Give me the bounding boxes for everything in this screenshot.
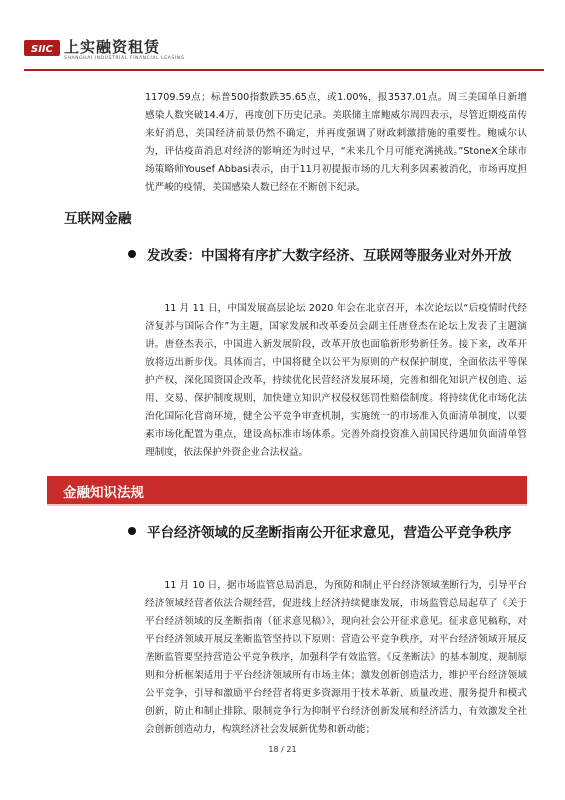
section-banner-label: 金融知识法规 <box>63 485 144 501</box>
news-body-antitrust: 11 月 10 日，据市场监管总局消息，为预防和制止平台经济领域垄断行为，引导平台经济领域经营者依法合规经营，促进线上经济持续健康发展，市场监管总局起草了《关于平台经济领域的反垄断指南（征求意见稿）》，现向社会公开征求意见。征求意见稿称，对平台经济领域开展反垄断监管坚持以下原则：营造公平竞争秩序，对平台经济领域开展反垄断监管要坚持营造公平竞争秩序，加强科学有效监管。《反垄断法》的基本制度、规制原则和分析框架适用于平台经济领域所有市场主体；激发创新创造活力，维护平台经济领域公平竞争，引导和激励平台经营者将更多资源用于技术革新、质量改进、服务提升和模式创新，防止和制止排除、限制竞争行为抑制平台经济创新发展和经济活力，有效激发全社会创新创造动力，构筑经济社会发展新优势和新动能； <box>145 580 527 735</box>
section-heading-internet-finance: 互联网金融 <box>64 211 132 227</box>
news-title-text: 平台经济领域的反垄断指南公开征求意见，营造公平竞争秩序 <box>147 525 512 541</box>
page-header <box>24 34 544 74</box>
svg-text:SIIC: SIIC <box>31 44 53 55</box>
bullet-icon <box>128 250 136 258</box>
bullet-icon <box>128 527 136 535</box>
news-body-ndrc: 11 月 11 日，中国发展高层论坛 2020 年会在北京召开，本次论坛以“后疫情时代经济复苏与国际合作”为主题，国家发展和改革委员会副主任唐登杰在论坛上发表了主题演讲。唐登杰表示，中国进入新发展阶段，改革开放也面临新形势新任务。接下来，改革开放将迈出新步伐。具体而言，中国将健全以公平为原则的产权保护制度，全面依法平等保护产权，深化国资国企改革，持续优化民营经济发展环境，完善和细化知识产权创造、运用、交易、保护制度规则，加快建立知识产权侵权惩罚性赔偿制度。将持续优化市场化法治化国际化营商环境，健全公平竞争审查机制，实施统一的市场准入负面清单制度，以要素市场化配置为重点，建设高标准市场体系。完善外商投资准入前国民待遇加负面清单管理制度，依法保护外资企业合法权益。 <box>145 303 527 458</box>
news-title-antitrust <box>147 522 527 545</box>
header-divider <box>24 69 544 71</box>
page-number: 18 / 21 <box>268 745 297 754</box>
company-name: 上实融资租赁 <box>64 38 161 56</box>
news-title-ndrc <box>147 245 527 268</box>
siic-logo-icon <box>24 38 60 58</box>
company-name-en: SHANGHAI INDUSTRIAL FINANCIAL LEASING <box>64 56 185 61</box>
section-banner-financial-regulations <box>47 476 527 506</box>
intro-paragraph: 11709.59点；标普500指数跌35.65点，或1.00%，报3537.01点。周三美国单日新增感染人数突破14.4万，再度创下历史记录。美联储主席鲍威尔周四表示，尽管近期疫苗传来好消息，美国经济前景仍然不确定，并再度强调了财政刺激措施的重要性。鲍威尔认为，评估疫苗消息对经济的影响还为时过早，“未来几个月可能充满挑战。”StoneX全球市场策略师Yousef Abbasi表示，由于11月初提振市场的几大利多因素被消化，市场再度担忧严峻的疫情，美国感染人数已经在不断创下纪录。 <box>145 92 527 193</box>
news-title-text: 发改委：中国将有序扩大数字经济、互联网等服务业对外开放 <box>147 248 512 264</box>
